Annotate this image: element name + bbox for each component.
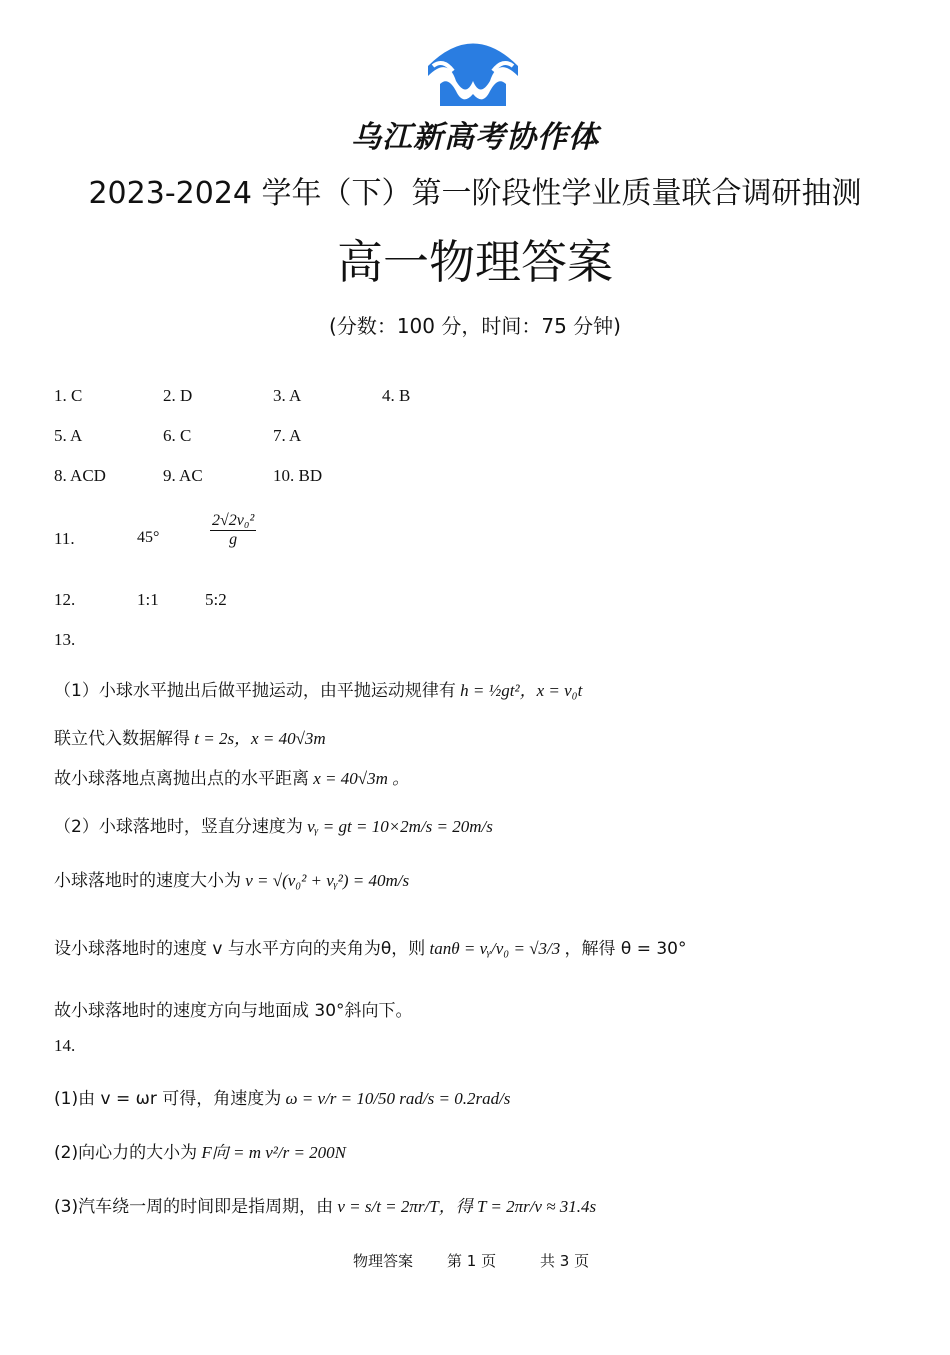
q12-answer-2: 5:2 bbox=[205, 590, 227, 609]
q14-part2 bbox=[54, 1138, 346, 1163]
choice-3: 3. A bbox=[273, 386, 302, 405]
q13-part3-equation: x = 40√3m 。 bbox=[313, 769, 410, 788]
logo-icon bbox=[418, 36, 528, 111]
choice-7: 7. A bbox=[273, 426, 302, 445]
q14-part3 bbox=[54, 1192, 596, 1217]
choice-6: 6. C bbox=[163, 426, 192, 445]
q13-part6-tail: ，解得 θ = 30° bbox=[564, 939, 687, 959]
q11-answer-2-denominator: g bbox=[229, 530, 238, 548]
q11-number: 11. bbox=[54, 529, 75, 548]
choice-1: 1. C bbox=[54, 386, 83, 405]
q13-part6 bbox=[54, 934, 687, 959]
q12-answer-1: 1:1 bbox=[137, 590, 159, 609]
q13-part2-equation: t = 2s，x = 40√3m bbox=[194, 729, 326, 748]
q11-answer-1: 45° bbox=[137, 529, 160, 546]
q13-part3-text: 故小球落地点离抛出点的水平距离 bbox=[54, 769, 309, 789]
q13-part7: 故小球落地时的速度方向与地面成 30°斜向下。 bbox=[54, 1001, 413, 1021]
q14-part2-equation: F向 = m v²/r = 200N bbox=[201, 1143, 347, 1162]
q13-part6-equation: tanθ = vᵧ/v₀ = √3/3 bbox=[429, 939, 561, 958]
q14-part3-equation: v = s/t = 2πr/T，得 T = 2πr/v ≈ 31.4s bbox=[337, 1197, 597, 1216]
q13-part2-text: 联立代入数据解得 bbox=[54, 729, 190, 749]
q14-part1 bbox=[54, 1084, 510, 1109]
q14-part2-text: (2)向心力的大小为 bbox=[54, 1143, 198, 1163]
q13-part1-text: （1）小球水平抛出后做平抛运动，由平抛运动规律有 bbox=[54, 681, 456, 701]
q13-number: 13. bbox=[54, 630, 76, 649]
org-name: 乌江新高考协作体 bbox=[351, 120, 599, 155]
q14-part1-text: (1)由 v = ωr 可得，角速度为 bbox=[54, 1089, 282, 1109]
choice-2: 2. D bbox=[163, 386, 193, 405]
q13-part6-text: 设小球落地时的速度 v 与水平方向的夹角为θ，则 bbox=[54, 939, 426, 959]
q13-part1-equation: h = ½gt²，x = v₀t bbox=[460, 681, 583, 700]
choice-8: 8. ACD bbox=[54, 466, 106, 485]
q14-part1-equation: ω = v/r = 10/50 rad/s = 0.2rad/s bbox=[285, 1089, 511, 1108]
q11-answer-2-numerator: 2√2v₀² bbox=[212, 512, 255, 529]
footer-subject: 物理答案 bbox=[353, 1252, 414, 1270]
q13-part5-equation: v = √(v₀² + vᵧ²) = 40m/s bbox=[245, 871, 410, 890]
q13-part4 bbox=[54, 812, 493, 837]
q13-part2 bbox=[54, 724, 326, 749]
score-time: (分数：100 分，时间：75 分钟) bbox=[329, 314, 621, 338]
q11-answer-2 bbox=[208, 512, 258, 548]
footer-page: 第 1 页 bbox=[447, 1252, 497, 1270]
choice-9: 9. AC bbox=[163, 466, 203, 485]
choice-4: 4. B bbox=[382, 386, 411, 405]
logo bbox=[418, 36, 528, 111]
exam-title: 2023-2024 学年（下）第一阶段性学业质量联合调研抽测 bbox=[88, 176, 862, 211]
q13-part5-text: 小球落地时的速度大小为 bbox=[54, 871, 241, 891]
q13-part5 bbox=[54, 866, 409, 891]
q14-part3-text: (3)汽车绕一周的时间即是指周期，由 bbox=[54, 1197, 334, 1217]
footer-total: 共 3 页 bbox=[540, 1252, 590, 1270]
q13-part4-text: （2）小球落地时，竖直分速度为 bbox=[54, 817, 303, 837]
q13-part1 bbox=[54, 676, 582, 701]
q13-part3 bbox=[54, 764, 409, 789]
q13-part4-equation: vᵧ = gt = 10×2m/s = 20m/s bbox=[307, 817, 493, 836]
choice-5: 5. A bbox=[54, 426, 83, 445]
doc-title: 高一物理答案 bbox=[337, 235, 613, 289]
q12-number: 12. bbox=[54, 590, 76, 609]
choice-10: 10. BD bbox=[273, 466, 323, 485]
q14-number: 14. bbox=[54, 1036, 76, 1055]
